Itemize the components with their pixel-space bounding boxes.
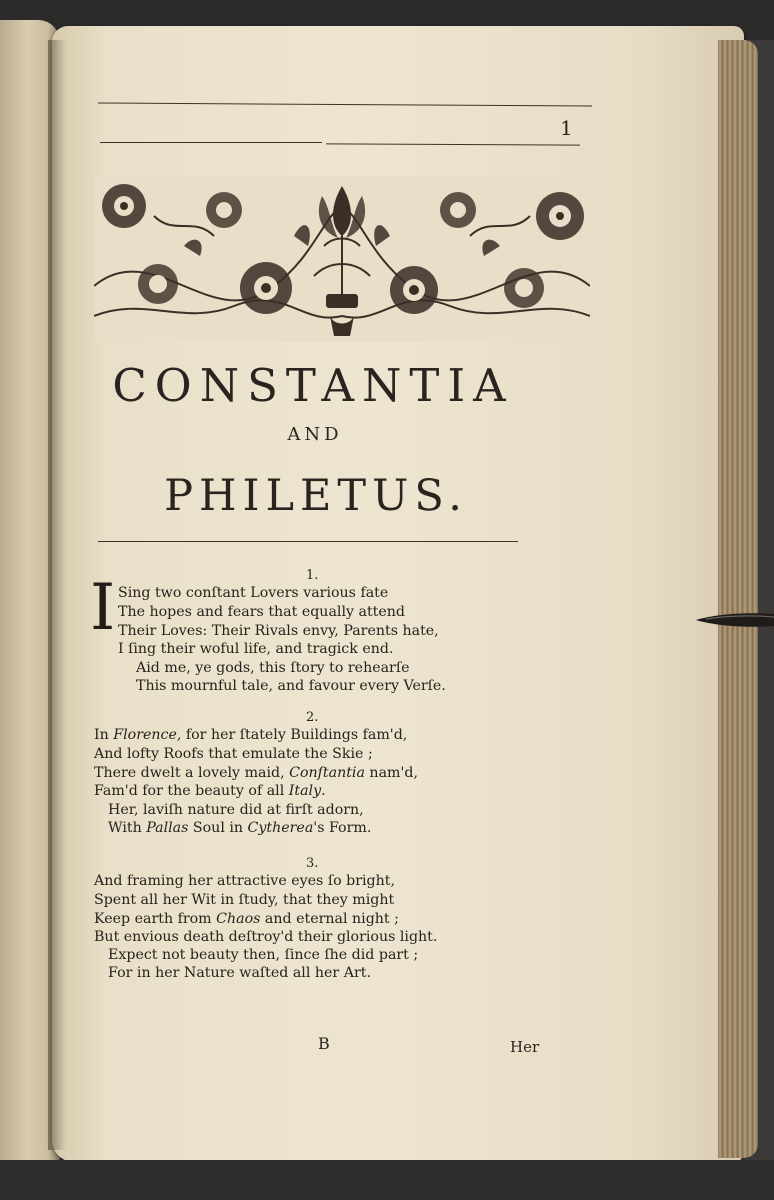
verse-line: Aid me, ye gods, this ſtory to rehearſe [136, 660, 410, 676]
verse-line: This mournful tale, and favour every Verſe. [136, 678, 446, 694]
page-stack-edge [718, 40, 758, 1158]
stanza-number: 2. [306, 710, 319, 725]
title-rule [98, 541, 518, 542]
title-conjunction: AND [287, 424, 343, 445]
verse-line: And framing her attractive eyes ſo bright, [94, 873, 395, 889]
verse-line: Spent all her Wit in ſtudy, that they might [94, 892, 395, 908]
page-gutter-shadow [48, 40, 66, 1150]
stanza-number: 1. [306, 568, 319, 583]
verse-line: In Florence, for her ſtately Buildings fam'd, [94, 727, 408, 743]
verse-line: And lofty Roofs that emulate the Skie ; [94, 746, 373, 762]
verse-line: Sing two conſtant Lovers various fate [118, 585, 389, 601]
verse-line: But envious death deſtroy'd their glorious light. [94, 929, 438, 945]
table-surface [0, 1160, 774, 1200]
header-rule-bottom-left [100, 142, 322, 143]
stanza-number: 3. [306, 856, 319, 871]
signature-mark: B [318, 1034, 330, 1053]
verse-line: There dwelt a lovely maid, Conſtantia nam'd, [94, 765, 418, 781]
verse-line: Her, laviſh nature did at firſt adorn, [108, 802, 364, 818]
bookmark-pointer [696, 608, 774, 630]
catchword: Her [510, 1038, 540, 1056]
verse-line: Their Loves: Their Rivals envy, Parents hate, [118, 623, 439, 639]
verse-line: With Pallas Soul in Cytherea's Form. [108, 820, 372, 836]
verse-line: Expect not beauty then, ſince ſhe did part ; [108, 947, 419, 963]
floral-headpiece-ornament [94, 176, 590, 342]
verse-line: I ſing their woful life, and tragick end. [118, 641, 394, 657]
work-subtitle: PHILETUS. [164, 471, 468, 521]
verse-line: The hopes and fears that equally attend [118, 604, 405, 620]
page-number: 1 [560, 116, 573, 140]
drop-cap-initial: I [90, 571, 116, 645]
verse-line: Keep earth from Chaos and eternal night ; [94, 911, 399, 927]
work-title: CONSTANTIA [112, 359, 514, 412]
verse-line: Fam'd for the beauty of all Italy. [94, 783, 326, 799]
verse-line: For in her Nature waſted all her Art. [108, 965, 371, 981]
